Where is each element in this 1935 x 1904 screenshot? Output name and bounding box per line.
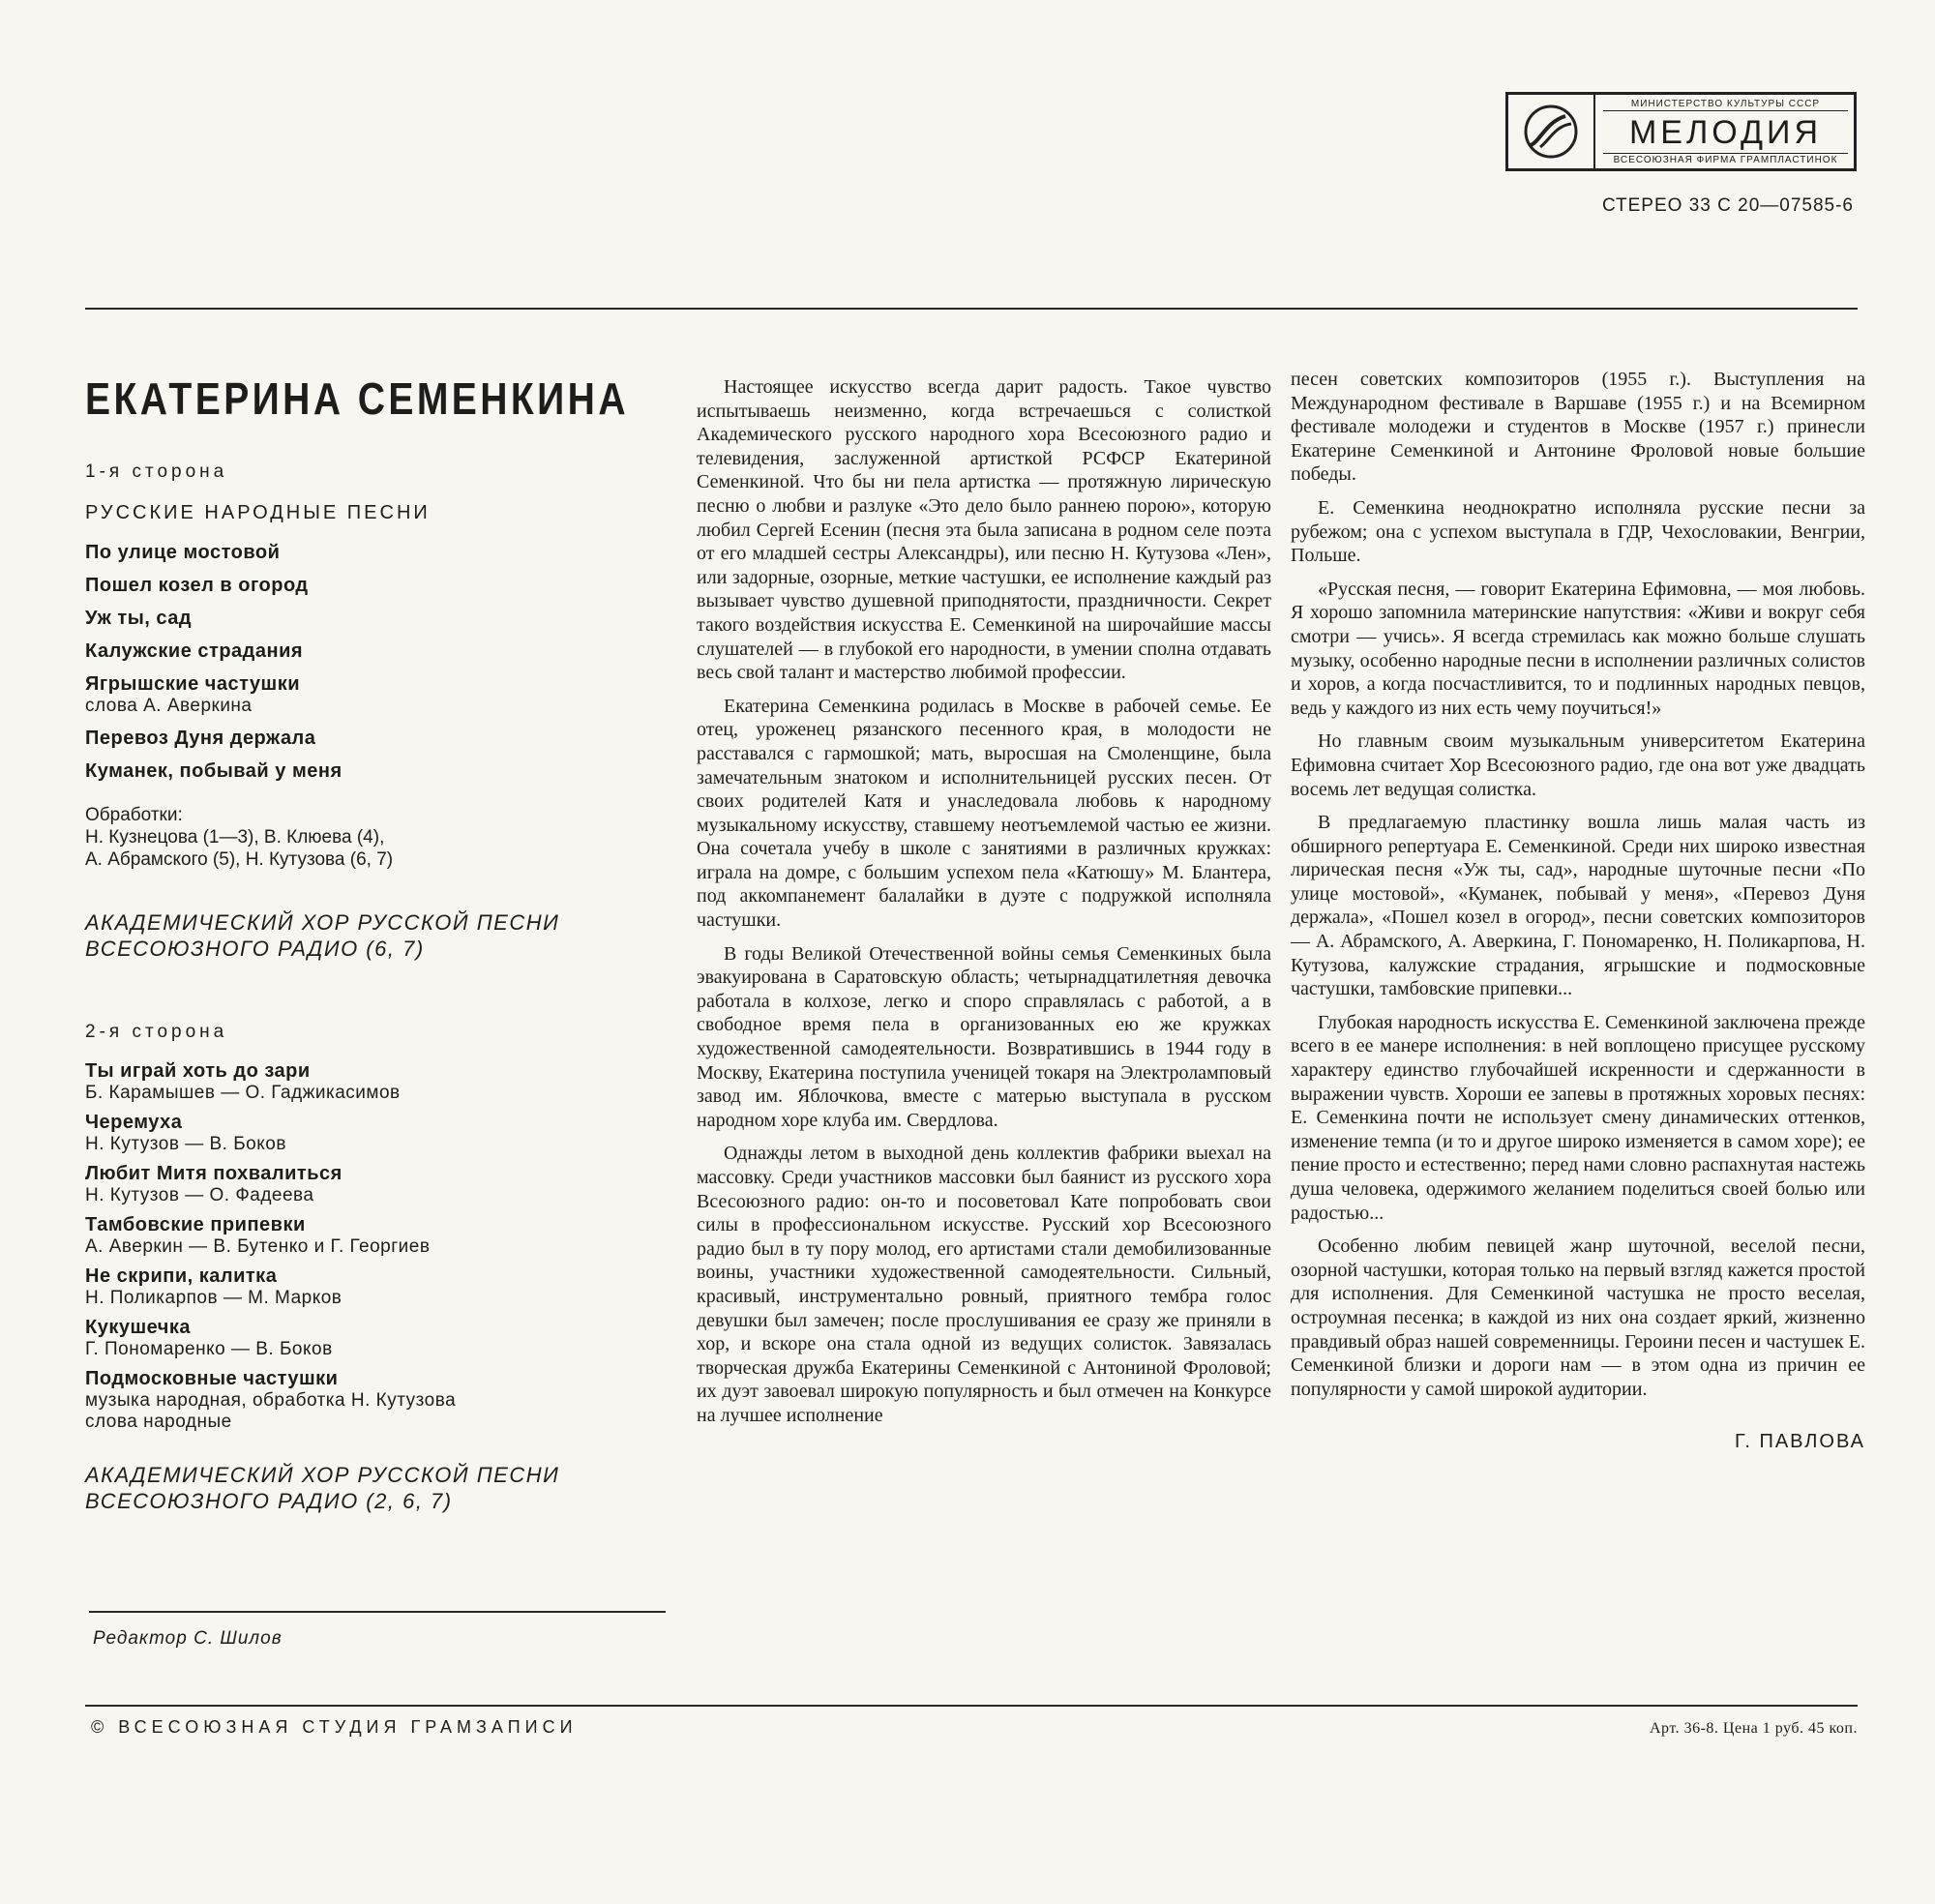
side2-choir-credit xyxy=(85,1462,666,1514)
choir-line: ВСЕСОЮЗНОГО РАДИО (2, 6, 7) xyxy=(85,1489,453,1513)
article-paragraph: Однажды летом в выходной день коллектив фабрики выехал на массовку. Среди участников массовки был баянист из русского хора Всесоюзного радио: он-то и посоветовал Кате попробовать свои силы в профессиональном искусстве. Русский хор Всесоюзного радио был в ту пору молод, его артистами стали демобилизованные воины, участники художественной самодеятельности. Сильный, красивый, инструментально ровный, приятного тембра голос девушки был замечен; после прослушивания ее сразу же приняли в хор, и вскоре она стала одной из ведущих солисток. Завязалась творческая дружба Екатерины Семенкиной с Антониной Фроловой; их дуэт завоевал широкую популярность и был отмечен на Конкурсе на лучшее исполнение xyxy=(697,1143,1271,1426)
track-credits: Н. Кутузов — О. Фадеева xyxy=(85,1185,314,1205)
track-title: Ты играй хоть до зари xyxy=(85,1060,311,1082)
track-item xyxy=(85,608,666,630)
track-credits: А. Аверкин — В. Бутенко и Г. Георгиев xyxy=(85,1236,431,1257)
article-paragraph: В предлагаемую пластинку вошла лишь малая часть из обширного репертуара Е. Семенкиной. Среди них широко известная лирическая песня «Уж ты, сад», народные шуточные песни «По улице мостовой», «Куманек, побывай у меня», «Перевоз Дуня держала», «Пошел козел в огород», песни советских композиторов — А. Абрамского, А. Аверкина, Г. Пономаренко, Н. Поликарпова, Н. Кутузова, калужские страдания, ягрышские и подмосковные частушки, тамбовские припевки... xyxy=(1291,812,1865,1000)
side1-section-title: РУССКИЕ НАРОДНЫЕ ПЕСНИ xyxy=(85,502,431,523)
track-item xyxy=(85,1368,666,1433)
article-paragraph: В годы Великой Отечественной войны семья Семенкиных была эвакуирована в Саратовскую область; четырнадцатилетняя девочка работала в колхозе, легко и споро справлялась с работой, а в свободное время пела в организованных ею же кружках художественной самодеятельности. Возвратившись в 1944 году в Москву, Екатерина поступила ученицей токаря на Электроламповый завод им. Яблочкова, вместе с матерью выступала в русском народном хоре клуба им. Свердлова. xyxy=(697,942,1271,1131)
article-paragraph: песен советских композиторов (1955 г.). Выступления на Международном фестивале в Варшаве (1955 г.) и на Всемирном фестивале молодежи и студентов в Москве (1957 г.) принесли Екатерине Семенкиной и Антонине Фроловой новые большие победы. xyxy=(1291,369,1865,486)
track-item xyxy=(85,760,666,783)
logo-text xyxy=(1595,95,1854,168)
article-paragraph: Настоящее искусство всегда дарит радость. Такое чувство испытываешь неизменно, когда встречаешься с солисткой Академического русского народного хора Всесоюзного радио и телевидения, заслуженной артисткой РСФСР Екатериной Семенкиной. Что бы ни пела артистка — протяжную лирическую песню о любви и разлуке «Это дело было раннею порою», которую любил Сергей Есенин (песня эта была записана в родном селе поэта от его младшей сестры Александры), или песню Н. Кутузова «Лен», или задорные, озорные, меткие частушки, ее исполнение каждый раз вызывает чувство душевной приподнятости, праздничности. Секрет такого воздействия искусства Е. Семенкиной на широчайшие массы слушателей — в глубокой его народности, в умении сполна отдавать весь свой талант и мастерство любимой профессии. xyxy=(697,376,1271,684)
track-title: Ягрышские частушки xyxy=(85,673,301,695)
track-credits-extra: слова народные xyxy=(85,1412,232,1432)
track-item xyxy=(85,640,666,663)
track-credits: Н. Поликарпов — М. Марков xyxy=(85,1288,342,1308)
track-title: Не скрипи, калитка xyxy=(85,1265,278,1287)
track-item xyxy=(85,1163,666,1206)
track-title: Пошел козел в огород xyxy=(85,575,309,596)
track-item xyxy=(85,1112,666,1155)
track-item xyxy=(85,1060,666,1104)
track-item xyxy=(85,575,666,597)
editor-divider xyxy=(89,1611,666,1613)
logo-ministry: МИНИСТЕРСТВО КУЛЬТУРЫ СССР xyxy=(1603,99,1848,111)
track-credits: слова А. Аверкина xyxy=(85,696,253,716)
choir-line: ВСЕСОЮЗНОГО РАДИО (6, 7) xyxy=(85,937,425,961)
track-title: Куманек, побывай у меня xyxy=(85,760,342,782)
melodiya-logo xyxy=(1505,92,1857,171)
side2-tracklist xyxy=(85,1060,666,1433)
side2-label: 2-я сторона xyxy=(85,1022,228,1042)
editor-credit: Редактор С. Шилов xyxy=(93,1628,283,1649)
article-paragraph: «Русская песня, — говорит Екатерина Ефимовна, — моя любовь. Я хорошо запомнила материнские напутствия: «Живи и вокруг себя смотри — учись». Я всегда стремилась как можно больше слушать музыку, особенно народные песни в исполнении различных солистов и хоров, а когда посчастливится, то и подлинных народных певцов, ведь у каждого из них есть чему поучиться!» xyxy=(1291,578,1865,719)
footer-studio-credit: © ВСЕСОЮЗНАЯ СТУДИЯ ГРАМЗАПИСИ xyxy=(91,1717,578,1737)
catalog-number: СТЕРЕО 33 С 20—07585-6 xyxy=(1601,195,1854,216)
top-divider xyxy=(85,308,1858,310)
track-item xyxy=(85,542,666,564)
track-title: Черемуха xyxy=(85,1112,183,1133)
article-paragraph: Но главным своим музыкальным университетом Екатерина Ефимовна считает Хор Всесоюзного радио, где она вот уже двадцать восемь лет ведущая солистка. xyxy=(1291,730,1865,800)
track-title: Любит Митя похвалиться xyxy=(85,1163,342,1184)
artist-name: ЕКАТЕРИНА СЕМЕНКИНА xyxy=(85,373,629,424)
article-author: Г. ПАВЛОВА xyxy=(1734,1431,1865,1453)
choir-line: АКАДЕМИЧЕСКИЙ ХОР РУССКОЙ ПЕСНИ xyxy=(85,1463,560,1487)
track-title: Подмосковные частушки xyxy=(85,1368,339,1389)
track-item xyxy=(85,1214,666,1258)
article-column-2 xyxy=(1291,368,1865,1454)
track-item xyxy=(85,673,666,717)
footer-price: Арт. 36-8. Цена 1 руб. 45 коп. xyxy=(1649,1720,1858,1737)
side1-choir-credit xyxy=(85,909,666,962)
arrangements-label: Обработки: xyxy=(85,805,183,825)
track-credits: музыка народная, обработка Н. Кутузова xyxy=(85,1390,457,1411)
logo-company: ВСЕСОЮЗНАЯ ФИРМА ГРАМПЛАСТИНОК xyxy=(1603,153,1848,165)
arrangements-line: Н. Кузнецова (1—3), В. Клюева (4), xyxy=(85,827,385,848)
track-title: Уж ты, сад xyxy=(85,608,193,629)
track-credits: Н. Кутузов — В. Боков xyxy=(85,1134,286,1154)
arrangements-line: А. Абрамского (5), Н. Кутузова (6, 7) xyxy=(85,849,394,870)
track-item xyxy=(85,728,666,750)
choir-line: АКАДЕМИЧЕСКИЙ ХОР РУССКОЙ ПЕСНИ xyxy=(85,910,560,935)
track-title: Кукушечка xyxy=(85,1317,192,1338)
article-paragraph: Е. Семенкина неоднократно исполняла русские песни за рубежом; она с успехом выступала в ГДР, Чехословакии, Венгрии, Польше. xyxy=(1291,496,1865,567)
article-paragraph: Екатерина Семенкина родилась в Москве в рабочей семье. Ее отец, уроженец рязанского песенного края, в молодости не расставался с гармошкой; мать, выросшая на Смоленщине, была замечательным знатоком и исполнительницей русских песен. От своих родителей Катя и унаследовала любовь к народному музыкальному искусству, ставшему неотъемлемой частью ее жизни. Она сочетала учебу в школе с занятиями в различных кружках: играла на домре, с большим успехом пела «Катюшу» М. Блантера, под аккомпанемент балалайки в дуэте с подружкой исполняла частушки. xyxy=(697,695,1271,932)
article-column-1 xyxy=(697,375,1271,1438)
track-item xyxy=(85,1265,666,1309)
track-credits: Б. Карамышев — О. Гаджикасимов xyxy=(85,1083,401,1103)
track-credits: Г. Пономаренко — В. Боков xyxy=(85,1339,333,1359)
logo-name: МЕЛОДИЯ xyxy=(1628,113,1823,151)
side1-tracklist xyxy=(85,542,666,783)
track-title: По улице мостовой xyxy=(85,542,281,563)
track-item xyxy=(85,1317,666,1360)
tracklist-column xyxy=(85,372,666,1514)
bottom-divider xyxy=(85,1705,1858,1707)
side1-label: 1-я сторона xyxy=(85,461,228,482)
track-title: Тамбовские припевки xyxy=(85,1214,306,1235)
melodiya-emblem-icon xyxy=(1508,95,1595,168)
article-paragraph: Особенно любим певицей жанр шуточной, веселой песни, озорной частушки, которая только на первый взгляд кажется простой для исполнения. Для Семенкиной частушка не просто веселая, остроумная песенка; в каждой из них она создает яркий, жизненно правдивый образ нашей современницы. Героини песен и частушек Е. Семенкиной близки и дороги нам — в этом одна из причин ее популярности у самой широкой аудитории. xyxy=(1291,1235,1865,1400)
track-title: Перевоз Дуня держала xyxy=(85,728,316,749)
article-paragraph: Глубокая народность искусства Е. Семенкиной заключена прежде всего в ее манере исполнения: в ней воплощено присущее русскому характеру единство глубочайшей искренности и сдержанности в выражении чувств. Хороши ее запевы в протяжных хоровых песнях: Е. Семенкина почти не использует смену динамических оттенков, изменение темпа (и то и другое широко изменяется в самом хоре); ее пение просто и естественно; перед нами словно распахнутая настежь душа человека, одержимого желанием поделиться своей болью или радостью... xyxy=(1291,1011,1865,1224)
track-title: Калужские страдания xyxy=(85,640,304,662)
